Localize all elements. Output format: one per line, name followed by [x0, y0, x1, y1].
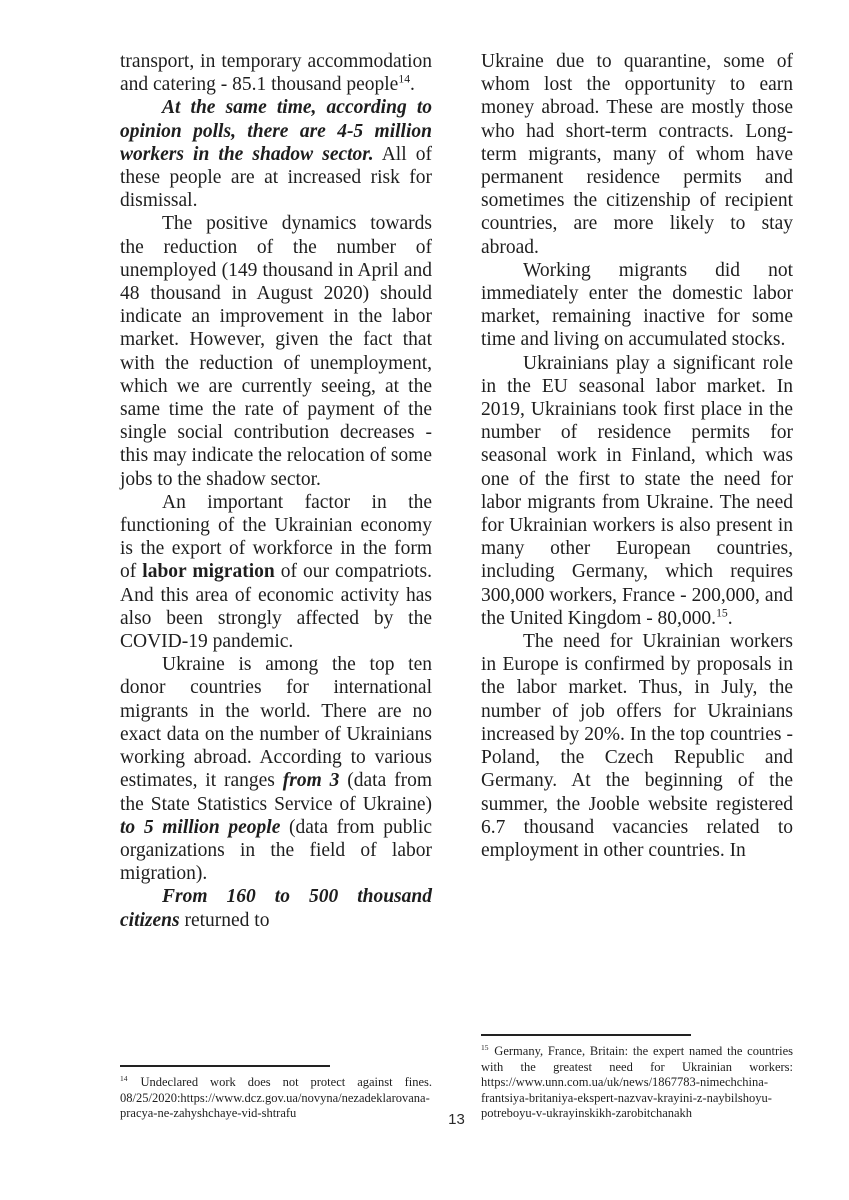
text-run: returned to [179, 909, 270, 931]
page-number: 13 [448, 1111, 465, 1128]
body-paragraph [120, 653, 432, 885]
text-run: Working migrants did not immediately enter the domestic labor market, remaining inactive for some time and living on accumulated stocks. [481, 259, 793, 351]
text-run: At the same time, according to opinion polls, there are 4-5 million workers in the shadow sector. [120, 97, 432, 165]
body-paragraph [120, 885, 432, 931]
text-run: . [410, 74, 415, 96]
text-run: The need for Ukrainian workers in Europe is confirmed by proposals in the labor market. Thus, in July, the number of job offers for Ukrainians increased by 20%. In the top countries - Poland, the Czech Republic and Germany. At the beginning of the summer, the Jooble website registered 6.7 thousand vacancies related to employment in other countries. In [481, 631, 793, 861]
text-run: From 160 to 500 thousand citizens [120, 886, 432, 931]
footnote-separator [120, 1065, 330, 1067]
body-paragraph [481, 352, 793, 630]
text-run: Ukraine is among the top ten donor countries for international migrants in the world. There are no exact data on the number of Ukrainians working abroad. According to various estimates, it ranges [120, 654, 432, 792]
footnote-ref-15: 15 [716, 606, 728, 620]
text-run: Germany, France, Britain: the expert named the countries with the greatest need for Ukrainian workers: https://www.unn.com.ua/uk/news/1867783-nimechchina-frantsiya-britaniya-ekspert-nazvav-krayini-z-naybilshoyu-potreboyu-v-ukrayinskikh-zarobitchanakh [481, 1044, 793, 1121]
footnote-15 [481, 1034, 793, 1122]
body-paragraph [120, 50, 432, 96]
text-run: An important factor in the functioning of the Ukrainian economy is the export of workforce in the form of [120, 491, 432, 583]
body-paragraph [481, 50, 793, 259]
right-column [481, 50, 793, 1122]
footnote-ref-14: 14 [398, 72, 411, 86]
text-run: of our compatriots. And this area of economic activity has also been strongly affected by the COVID-19 pandemic. [120, 561, 432, 653]
text-run: (data from the State Statistics Service of Ukraine) [120, 770, 432, 815]
body-paragraph [481, 259, 793, 352]
text-run: . [727, 607, 733, 629]
body-paragraph [120, 212, 432, 490]
left-column [120, 50, 432, 1122]
text-run: Undeclared work does not protect against fines. 08/25/2020:https://www.dcz.gov.ua/novyna/nezadeklarovana-pracya-ne-zahyshchaye-vid-shtrafu [120, 1075, 432, 1121]
text-run: (data from public organizations in the field of labor migration). [120, 816, 432, 885]
footnote-marker-14: 14 [120, 1074, 128, 1084]
body-paragraph [120, 96, 432, 212]
body-paragraph [481, 630, 793, 862]
text-run: Ukrainians play a significant role in the EU seasonal labor market. In 2019, Ukrainians took first place in the number of residence permits for seasonal work in Finland, which was one of the first to state the need for labor migrants from Ukraine. The need for Ukrainian workers is also present in many other European countries, including Germany, which requires 300,000 workers, France - 200,000, and the United Kingdom - 80,000. [481, 352, 793, 629]
text-run: transport, in temporary accommodation and catering - 85.1 thousand people [120, 51, 432, 96]
footnote-separator [481, 1034, 691, 1036]
text-run: Ukraine due to quarantine, some of whom lost the opportunity to earn money abroad. These are mostly those who had short-term contracts. Long-term migrants, many of whom have permanent residence permits and sometimes the citizenship of recipient countries, are more likely to stay abroad. [481, 51, 793, 258]
text-run: The positive dynamics towards the reduction of the number of unemployed (149 thousand in April and 48 thousand in August 2020) should indicate an improvement in the labor market. However, given the fact that with the reduction of unemployment, which we are currently seeing, at the same time the rate of payment of the single social contribution decreases - this may indicate the relocation of some jobs to the shadow sector. [120, 213, 432, 490]
text-run: to 5 million people [120, 816, 281, 838]
text-run: All of these people are at increased risk for dismissal. [120, 143, 432, 212]
footnote-marker-15: 15 [481, 1042, 489, 1052]
text-run: from 3 [282, 770, 340, 792]
text-run: labor migration [142, 561, 275, 583]
body-paragraph [120, 491, 432, 653]
